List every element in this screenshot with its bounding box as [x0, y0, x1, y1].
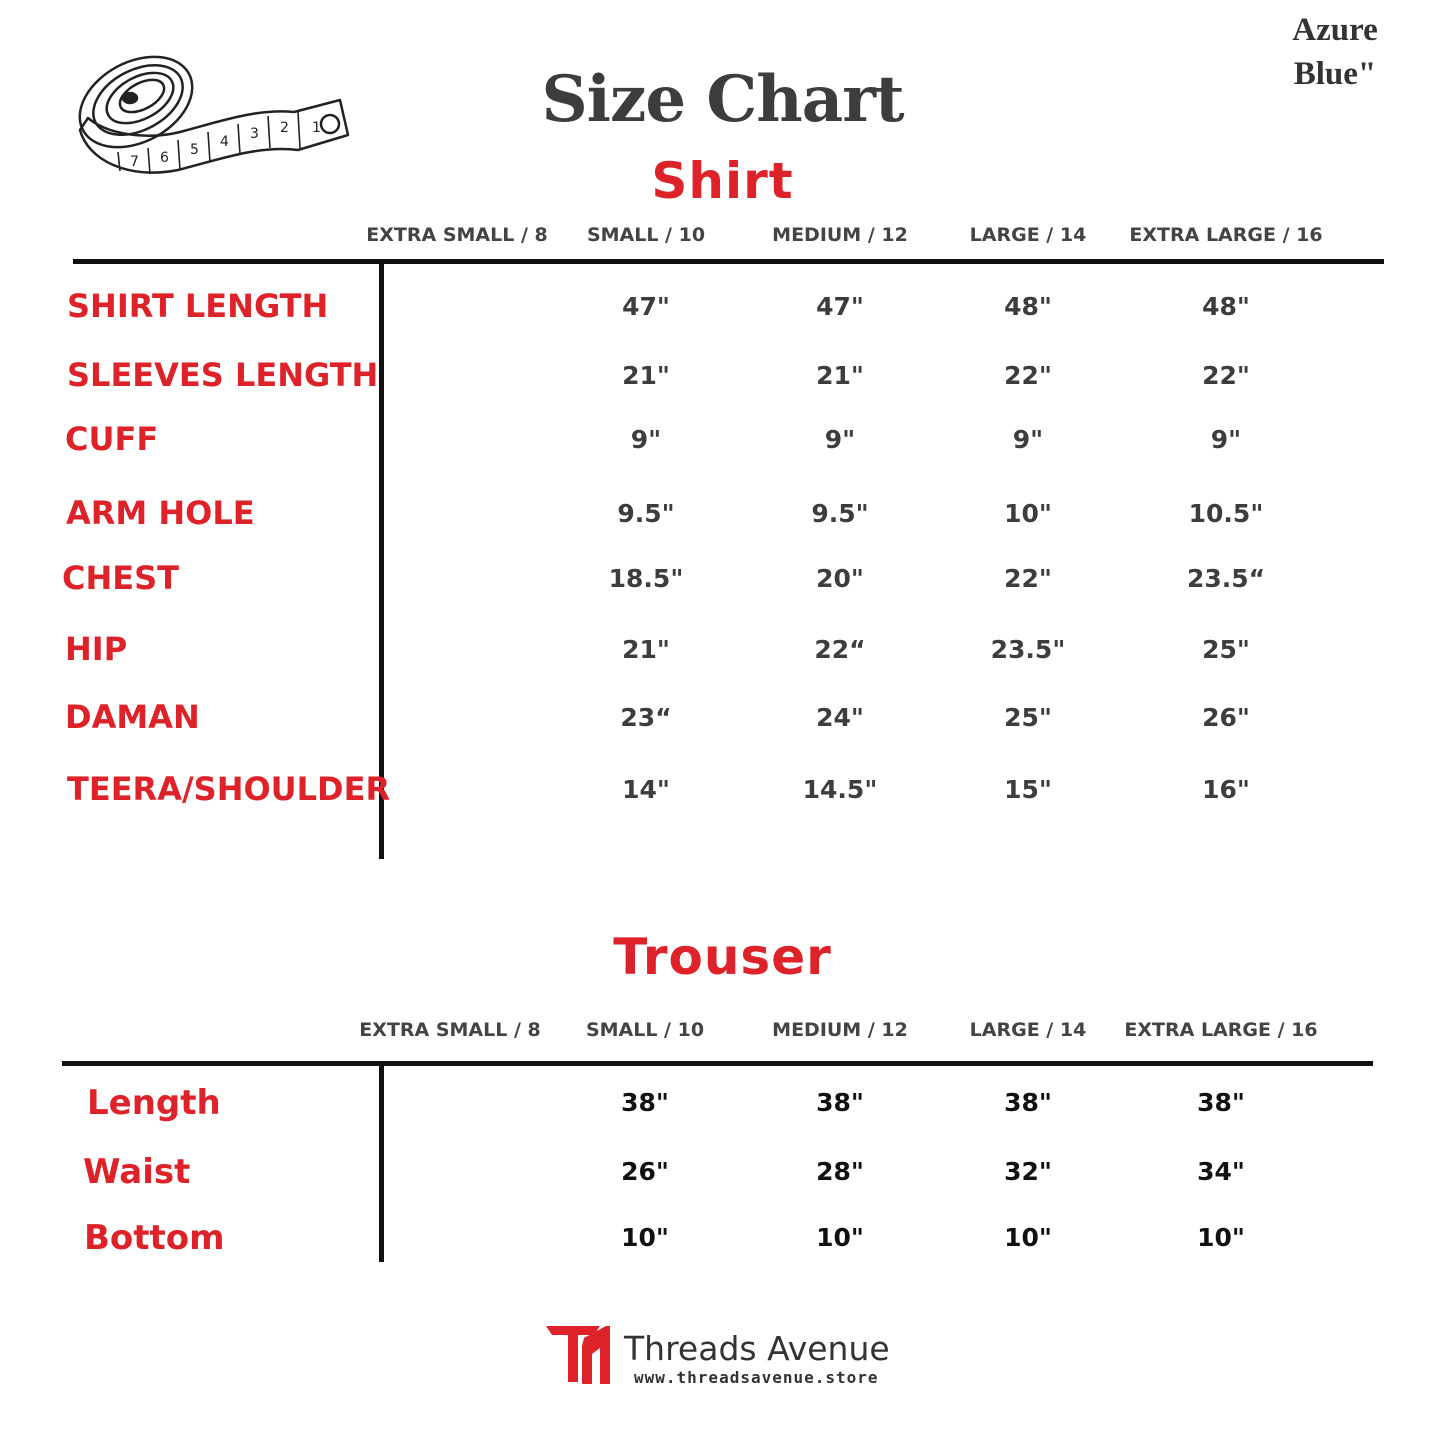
shirt-value-cell: 21": [816, 361, 864, 390]
shirt-value-cell: 47": [622, 292, 670, 321]
trouser-col-header: LARGE / 14: [969, 1019, 1087, 1041]
trouser-col-header: MEDIUM / 12: [772, 1019, 908, 1041]
shirt-value-cell: 9": [1210, 425, 1242, 454]
trouser-row-label: Length: [87, 1083, 221, 1123]
shirt-row-label: SHIRT LENGTH: [67, 287, 329, 325]
tape-number: 5: [190, 142, 199, 158]
shirt-value-cell: 9.5": [811, 499, 869, 528]
trouser-value-cell: 10": [621, 1223, 669, 1252]
shirt-value-cell: 25": [1004, 703, 1052, 732]
shirt-value-cell: 21": [622, 361, 670, 390]
shirt-value-cell: 22“: [814, 635, 866, 664]
shirt-value-cell: 23“: [620, 703, 672, 732]
shirt-value-cell: 21": [622, 635, 670, 664]
trouser-value-cell: 10": [1004, 1223, 1052, 1252]
shirt-header-divider: [73, 259, 1384, 264]
trouser-col-header: EXTRA LARGE / 16: [1124, 1019, 1318, 1041]
shirt-value-cell: 22": [1202, 361, 1250, 390]
trouser-value-cell: 38": [621, 1088, 669, 1117]
shirt-value-cell: 22": [1004, 564, 1052, 593]
shirt-value-cell: 9": [1012, 425, 1044, 454]
shirt-value-cell: 48": [1004, 292, 1052, 321]
shirt-row-label: DAMAN: [65, 698, 200, 736]
shirt-value-cell: 47": [816, 292, 864, 321]
trouser-row-label: Waist: [83, 1152, 191, 1192]
shirt-value-cell: 14.5": [802, 775, 878, 804]
trouser-value-cell: 38": [816, 1088, 864, 1117]
trouser-col-header: EXTRA SMALL / 8: [359, 1019, 541, 1041]
trouser-header-divider: [62, 1061, 1373, 1066]
trouser-value-cell: 28": [816, 1157, 864, 1186]
shirt-value-cell: 20": [816, 564, 864, 593]
shirt-row-label: SLEEVES LENGTH: [67, 356, 379, 394]
shirt-value-cell: 10": [1004, 499, 1052, 528]
product-name: Azure Blue": [1292, 12, 1378, 92]
shirt-value-cell: 48": [1202, 292, 1250, 321]
shirt-value-cell: 25": [1202, 635, 1250, 664]
shirt-value-cell: 23.5“: [1186, 564, 1266, 593]
shirt-value-cell: 26": [1202, 703, 1250, 732]
tape-number: 3: [250, 126, 259, 142]
shirt-col-header: MEDIUM / 12: [772, 224, 908, 246]
tape-number: 1: [312, 120, 321, 136]
page-title: Size Chart: [541, 62, 904, 137]
trouser-col-header: SMALL / 10: [585, 1019, 705, 1041]
trouser-value-cell: 10": [816, 1223, 864, 1252]
trouser-value-cell: 32": [1004, 1157, 1052, 1186]
trouser-value-cell: 10": [1197, 1223, 1245, 1252]
shirt-value-cell: 9": [630, 425, 662, 454]
shirt-row-label: CHEST: [62, 559, 179, 597]
brand-url[interactable]: www.threadsavenue.store: [634, 1368, 879, 1387]
shirt-col-header: EXTRA LARGE / 16: [1129, 224, 1323, 246]
trouser-value-cell: 26": [621, 1157, 669, 1186]
tape-number: 2: [280, 120, 289, 136]
shirt-value-cell: 24": [816, 703, 864, 732]
tape-number: 6: [160, 150, 169, 166]
shirt-col-header: LARGE / 14: [969, 224, 1087, 246]
ta-monogram-icon: [544, 1322, 616, 1388]
shirt-heading: Shirt: [651, 152, 794, 210]
shirt-col-header: EXTRA SMALL / 8: [366, 224, 548, 246]
shirt-col-header: SMALL / 10: [586, 224, 706, 246]
trouser-value-cell: 38": [1004, 1088, 1052, 1117]
shirt-row-label: CUFF: [65, 420, 159, 458]
shirt-value-cell: 23.5": [990, 635, 1066, 664]
brand-name: Threads Avenue: [624, 1329, 890, 1368]
trouser-value-cell: 38": [1197, 1088, 1245, 1117]
trouser-heading: Trouser: [613, 928, 832, 986]
shirt-row-label: ARM HOLE: [66, 494, 255, 532]
shirt-value-cell: 9.5": [617, 499, 675, 528]
shirt-value-cell: 22": [1004, 361, 1052, 390]
tape-number: 7: [130, 154, 139, 170]
tape-number: 4: [220, 134, 229, 150]
shirt-row-label: TEERA/SHOULDER: [67, 770, 391, 808]
trouser-label-divider: [379, 1064, 384, 1262]
shirt-value-cell: 9": [824, 425, 856, 454]
shirt-value-cell: 14": [622, 775, 670, 804]
trouser-row-label: Bottom: [84, 1218, 225, 1258]
shirt-value-cell: 15": [1004, 775, 1052, 804]
shirt-value-cell: 16": [1202, 775, 1250, 804]
shirt-value-cell: 10.5": [1188, 499, 1264, 528]
shirt-value-cell: 18.5": [608, 564, 684, 593]
trouser-value-cell: 34": [1197, 1157, 1245, 1186]
shirt-row-label: HIP: [65, 630, 128, 668]
